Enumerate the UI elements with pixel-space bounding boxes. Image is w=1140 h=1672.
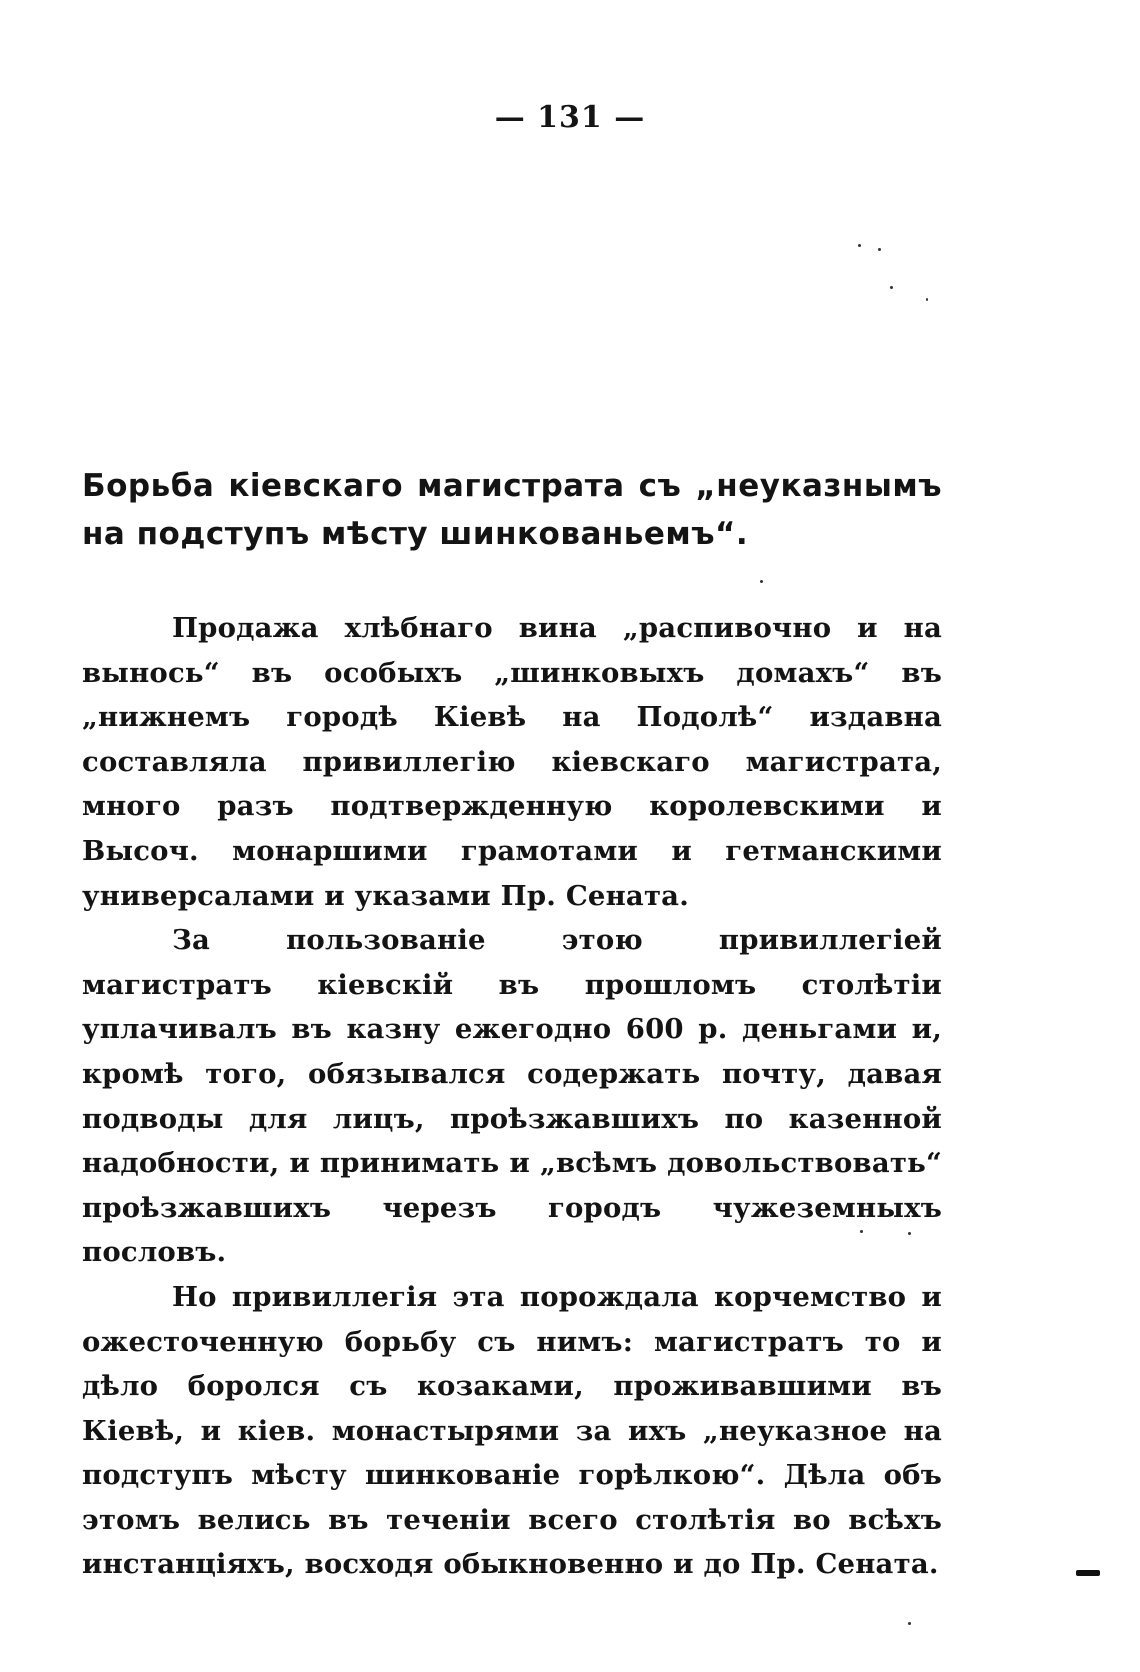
scan-speck (860, 1230, 863, 1233)
scan-speck (890, 286, 893, 289)
scan-mark (1076, 1570, 1100, 1576)
paragraph-1: Продажа хлѣбнаго вина „распивочно и на вынось“ въ особыхъ „шинковыхъ домахъ“ въ „нижнемъ городѣ Кіевѣ на Подолѣ“ издавна составляла привиллегію кіевскаго магистрата, много разъ подтвержденную королевскими и Высоч. монаршими грамотами и гетманскими универсалами и указами Пр. Сената. (82, 612, 942, 912)
page-number: — 131 — (494, 100, 646, 135)
scan-speck (878, 248, 881, 251)
scan-speck (760, 580, 763, 583)
scan-speck (926, 298, 928, 301)
scan-speck (908, 1622, 911, 1625)
chapter-title: Борьба кіевскаго магистрата съ „неуказнымъ на подступъ мѣсту шинкованьемъ“. (82, 468, 942, 552)
scan-speck (858, 244, 861, 247)
paragraph-3: Но привиллегія эта порождала корчемство и ожесточенную борьбу съ нимъ: магистратъ то и дѣло боролся съ козаками, проживавшими въ Кіевѣ, и кіев. монастырями за ихъ „неуказное на подступъ мѣсту шинкованіе горѣлкою“. Дѣла объ этомъ велись въ теченіи всего столѣтія во всѣхъ инстанціяхъ, восходя обыкновенно и до Пр. Сената. (82, 1280, 942, 1581)
paragraph-2: За пользованіе этою привиллегіей магистратъ кіевскій въ прошломъ столѣтіи уплачивалъ въ казну ежегодно 600 р. деньгами и, кромѣ того, обязывался содержать почту, давая подводы для лицъ, проѣзжавшихъ по казенной надобности, и принимать и „всѣмъ довольствовать“ проѣзжавшихъ черезъ городъ чужеземныхъ пословъ. (82, 924, 942, 1269)
body-text (82, 606, 942, 1587)
scan-speck (908, 1232, 911, 1235)
